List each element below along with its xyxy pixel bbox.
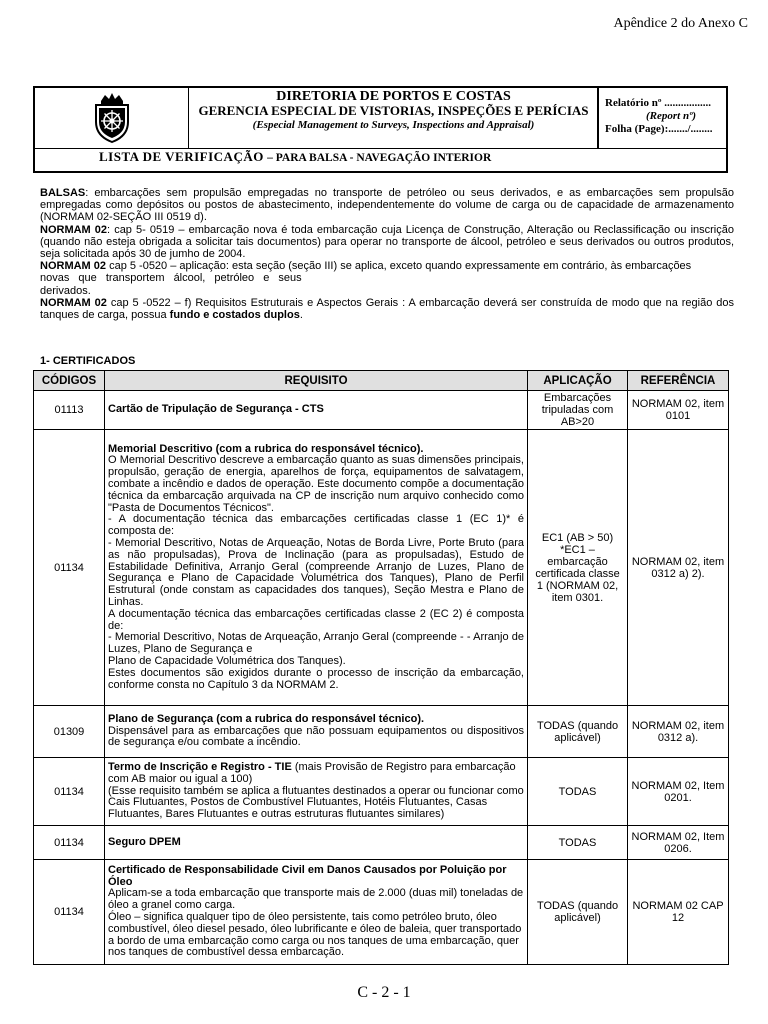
row-application: EC1 (AB > 50) *EC1 – embarcação certificada classe 1 (NORMAM 02, item 0301. — [528, 430, 628, 706]
intro-paragraph-0522: NORMAM 02 cap 5 -0522 – f) Requisitos Estruturais e Aspectos Gerais : A embarcação deverá ser construída de modo que na região dos tanques de carga, possua fundo e costados duplos. — [40, 296, 734, 322]
row-application: Embarcações tripuladas com AB>20 — [528, 391, 628, 430]
logo-cell — [35, 88, 188, 148]
navy-emblem-icon — [92, 92, 132, 144]
row-reference: NORMAM 02, item 0101 — [628, 391, 729, 430]
row-reference: NORMAM 02, Item 0206. — [628, 826, 729, 860]
checklist-title: LISTA DE VERIFICAÇÃO – PARA BALSA - NAVEGAÇÃO INTERIOR — [99, 149, 492, 164]
report-number-field: Relatório nº ................. — [605, 97, 711, 109]
row-requirement: Certificado de Responsabilidade Civil em Danos Causados por Poluição por Óleo Aplicam-se a toda embarcação que transporte mais de 2.000 (duas mil) toneladas de óleo a granel como carga. Óleo – significa qualquer tipo de óleo persistente, tais como petróleo bruto, óleo combustível, óleo diesel pesado, óleo lubrificante e óleo de baleia, quer transportado a bordo de uma embarcação como carga ou nos tanques de uma embarcação, quer nos tanques de combustível dessa embarcação. — [105, 860, 528, 965]
table-row — [34, 826, 729, 860]
row-code: 01113 — [34, 391, 105, 430]
intro-text — [40, 187, 734, 321]
report-cell — [597, 88, 726, 148]
column-header-reference: REFERÊNCIA — [628, 371, 729, 391]
row-code: 01309 — [34, 706, 105, 758]
row-requirement: Seguro DPEM — [105, 826, 528, 860]
report-number-english: (Report nº) — [646, 110, 697, 122]
section-title: 1- CERTIFICADOS — [40, 355, 136, 367]
table-row — [34, 391, 729, 430]
intro-paragraph-balsas: BALSAS: embarcações sem propulsão empregadas no transporte de petróleo ou seus derivados, e as embarcações sem propulsão empregadas como depósitos ou postos de abastecimento, independentemente do volume de carga ou de capacidade de armazenamento (NORMAM 02-SEÇÃO III 0519 d). — [40, 187, 734, 224]
intro-paragraph-0520: NORMAM 02 cap 5 -0520 – aplicação: esta seção (seção III) se aplica, exceto quando expressamente em contrário, às embarcações novas que transportem álcool, petróleo e seus derivados. — [40, 260, 692, 297]
row-reference: NORMAM 02 CAP 12 — [628, 860, 729, 965]
checklist-row — [35, 148, 726, 174]
table-row — [34, 758, 729, 826]
page-field: Folha (Page):......./........ — [605, 123, 713, 135]
column-header-codes: CÓDIGOS — [34, 371, 105, 391]
row-application: TODAS — [528, 826, 628, 860]
row-code: 01134 — [34, 758, 105, 826]
row-reference: NORMAM 02, item 0312 a). — [628, 706, 729, 758]
table-header-row — [34, 371, 729, 391]
page-footer: C - 2 - 1 — [357, 984, 411, 1001]
appendix-label: Apêndice 2 do Anexo C — [613, 16, 748, 31]
column-header-application: APLICAÇÃO — [528, 371, 628, 391]
row-reference: NORMAM 02, item 0312 a) 2). — [628, 430, 729, 706]
certificates-table — [33, 370, 729, 965]
row-application: TODAS (quando aplicável) — [528, 860, 628, 965]
row-requirement: Cartão de Tripulação de Segurança - CTS — [105, 391, 528, 430]
table-row — [34, 430, 729, 706]
column-header-requirement: REQUISITO — [105, 371, 528, 391]
row-requirement: Plano de Segurança (com a rubrica do responsável técnico). Dispensável para as embarcações que não possuam equipamentos ou dispositivos de segurança e/ou combate a incêndio. — [105, 706, 528, 758]
org-division-english: (Especial Management to Surveys, Inspections and Appraisal) — [252, 119, 535, 131]
row-requirement: Memorial Descritivo (com a rubrica do responsável técnico). O Memorial Descritivo descreve a embarcação quanto as suas dimensões principais, propulsão, geração de energia, aparelhos de força, equipamentos de salvatagem, combate a incêndio e dados de operação. Este documento compõe a documentação técnica da embarcação arquivada na CP de inscrição num arquivo conhecido como "Pasta de Documentos Técnicos". - A documentação técnica das embarcações certificadas classe 1 (EC 1)* é composta de: - Memorial Descritivo, Notas de Arqueação, Notas de Borda Livre, Porte Bruto (para as não propulsadas), Prova de Inclinação (para as propulsadas), Estudo de Estabilidade Definitiva, Arranjo Geral (compreende Arranjo de Luzes, Plano de Segurança e Plano de Capacidade Volumétrica dos Tanques), Plano de Perfil Estrutural (onde constam as capacidades dos tanques), Seção Mestra e Plano de Linhas. A documentação técnica das embarcações certificadas classe 2 (EC 2) é composta de: - Memorial Descritivo, Notas de Arqueação, Arranjo Geral (compreende - - Arranjo de Luzes, Plano de Segurança e Plano de Capacidade Volumétrica dos Tanques). Estes documentos são exigidos durante o processo de inscrição da embarcação, conforme consta no Capítulo 3 da NORMAM 2. — [105, 430, 528, 706]
row-code: 01134 — [34, 826, 105, 860]
org-name: DIRETORIA DE PORTOS E COSTAS — [276, 89, 511, 104]
table-row — [34, 706, 729, 758]
org-division: GERENCIA ESPECIAL DE VISTORIAS, INSPEÇÕES E PERÍCIAS — [198, 103, 589, 118]
row-application: TODAS (quando aplicável) — [528, 706, 628, 758]
row-requirement: Termo de Inscrição e Registro - TIE (mais Provisão de Registro para embarcação com AB maior ou igual a 100) (Esse requisito também se aplica a flutuantes destinados a operar ou funcionar como Cais Flutuantes, Postos de Combustível Flutuantes, Hotéis Flutuantes, Casas Flutuantes, Bares Flutuantes e outras estruturas flutuantes similares) — [105, 758, 528, 826]
document-header — [33, 86, 728, 173]
row-code: 01134 — [34, 860, 105, 965]
row-reference: NORMAM 02, Item 0201. — [628, 758, 729, 826]
row-code: 01134 — [34, 430, 105, 706]
table-row — [34, 860, 729, 965]
row-application: TODAS — [528, 758, 628, 826]
title-cell — [188, 88, 598, 148]
intro-paragraph-0519: NORMAM 02: cap 5- 0519 – embarcação nova é toda embarcação cuja Licença de Construção, Alteração ou Reclassificação ou inscrição (quando não esteja obrigada a solicitar tais documentos) para operar no transporte de álcool, petróleo e seus derivados ou outros produtos, seja solicitada após 30 de jumho de 2004. — [40, 223, 734, 261]
